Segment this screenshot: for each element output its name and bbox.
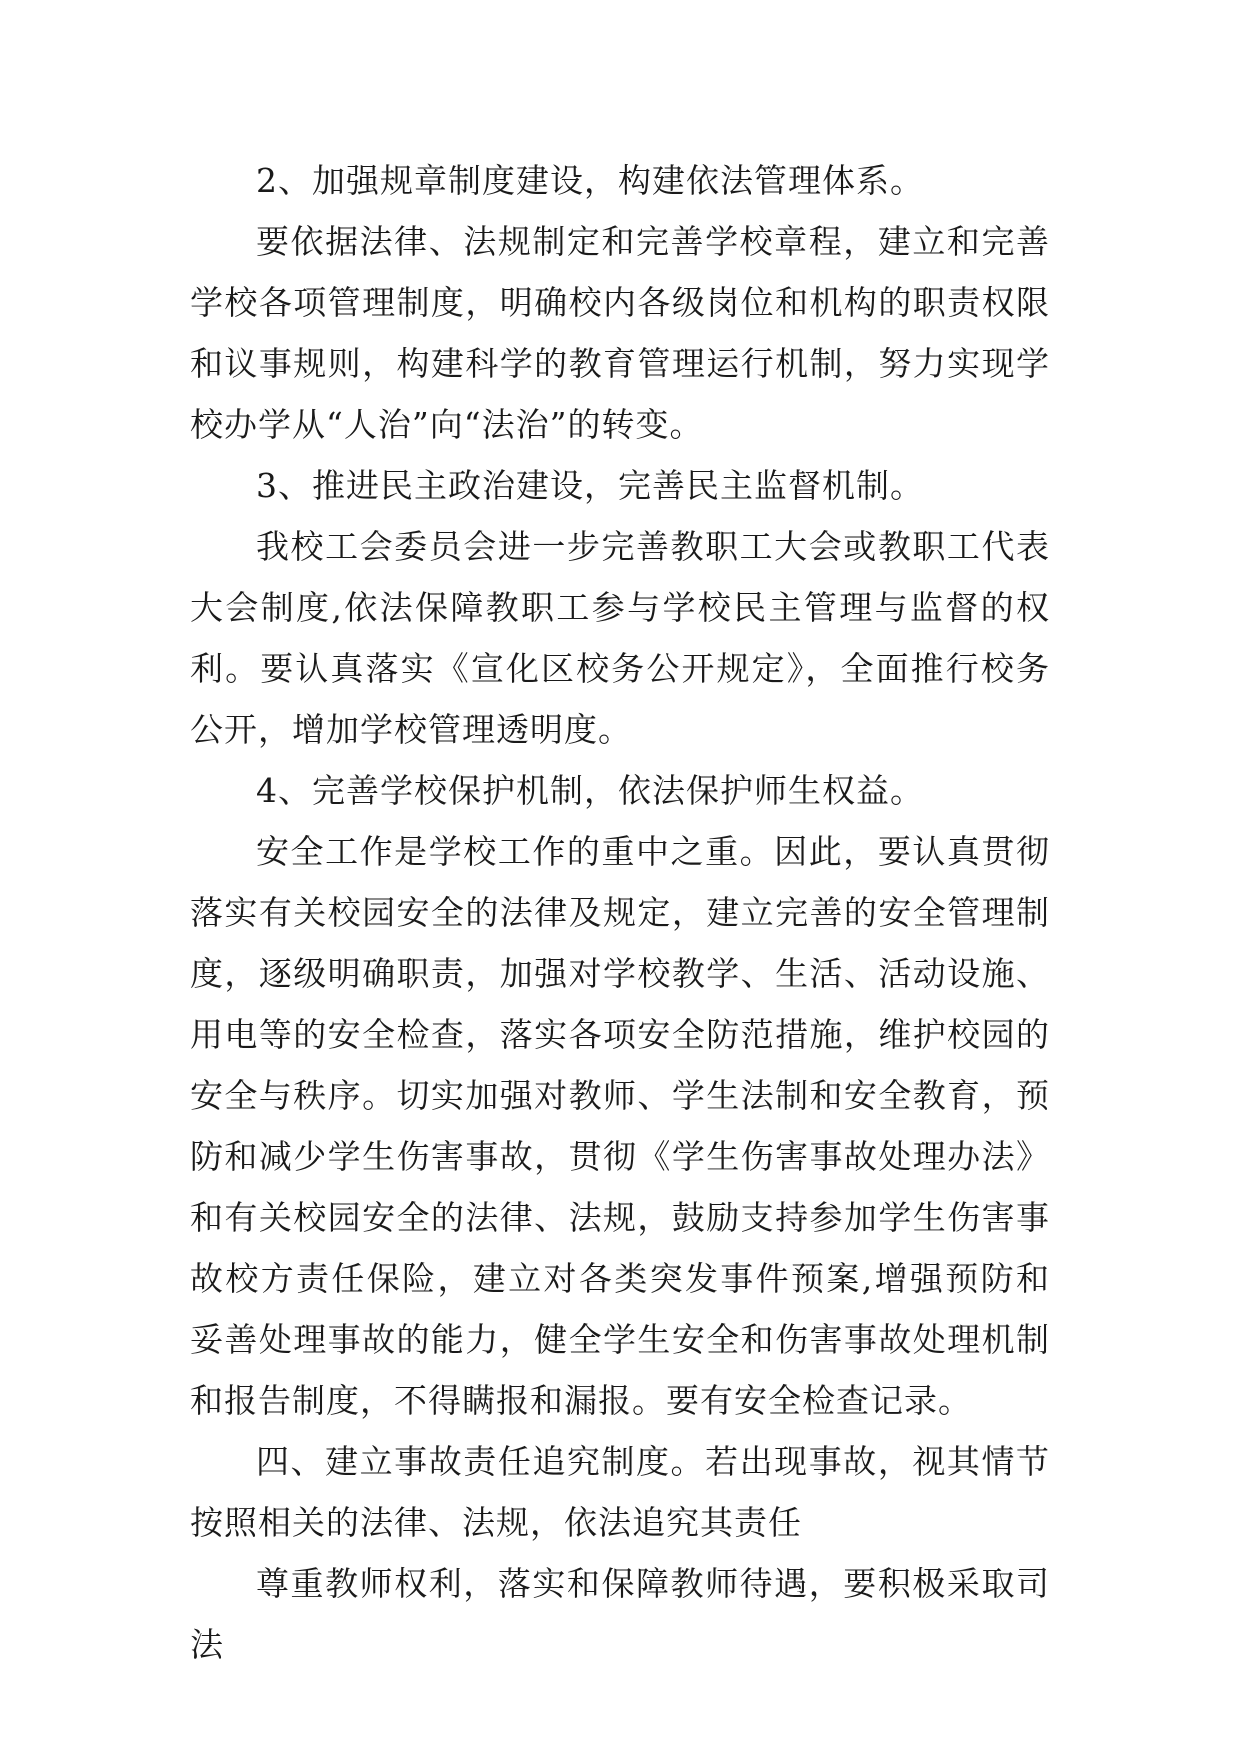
- section-heading-4: 4、完善学校保护机制，依法保护师生权益。: [256, 771, 924, 810]
- document-body: [190, 150, 1050, 1675]
- paragraph-safety: 安全工作是学校工作的重中之重。因此，要认真贯彻落实有关校园安全的法律及规定，建立完善的安全管理制度，逐级明确职责，加强对学校教学、生活、活动设施、用电等的安全检查，落实各项安全防范措施，维护校园的安全与秩序。切实加强对教师、学生法制和安全教育，预防和减少学生伤害事故，贯彻《学生伤害事故处理办法》和有关校园安全的法律、法规，鼓励支持参加学生伤害事故校方责任保险，建立对各类突发事件预案,增强预防和妥善处理事故的能力，健全学生安全和伤害事故处理机制和报告制度，不得瞒报和漏报。要有安全检查记录。: [190, 832, 1050, 1420]
- section-heading-3: 3、推进民主政治建设，完善民主监督机制。: [256, 466, 924, 505]
- section-heading-four: 四、建立事故责任追究制度。若出现事故，视其情节按照相关的法律、法规，依法追究其责任: [190, 1442, 1050, 1542]
- section-heading-2: 2、加强规章制度建设，构建依法管理体系。: [256, 161, 924, 200]
- paragraph-teacher-rights: 尊重教师权利，落实和保障教师待遇，要积极采取司法: [190, 1564, 1050, 1664]
- paragraph-democracy: 我校工会委员会进一步完善教职工大会或教职工代表大会制度,依法保障教职工参与学校民主管理与监督的权利。要认真落实《宣化区校务公开规定》，全面推行校务公开，增加学校管理透明度。: [190, 527, 1050, 749]
- paragraph-regulations: 要依据法律、法规制定和完善学校章程，建立和完善学校各项管理制度，明确校内各级岗位和机构的职责权限和议事规则，构建科学的教育管理运行机制，努力实现学校办学从“人治”向“法治”的转变。: [190, 222, 1050, 444]
